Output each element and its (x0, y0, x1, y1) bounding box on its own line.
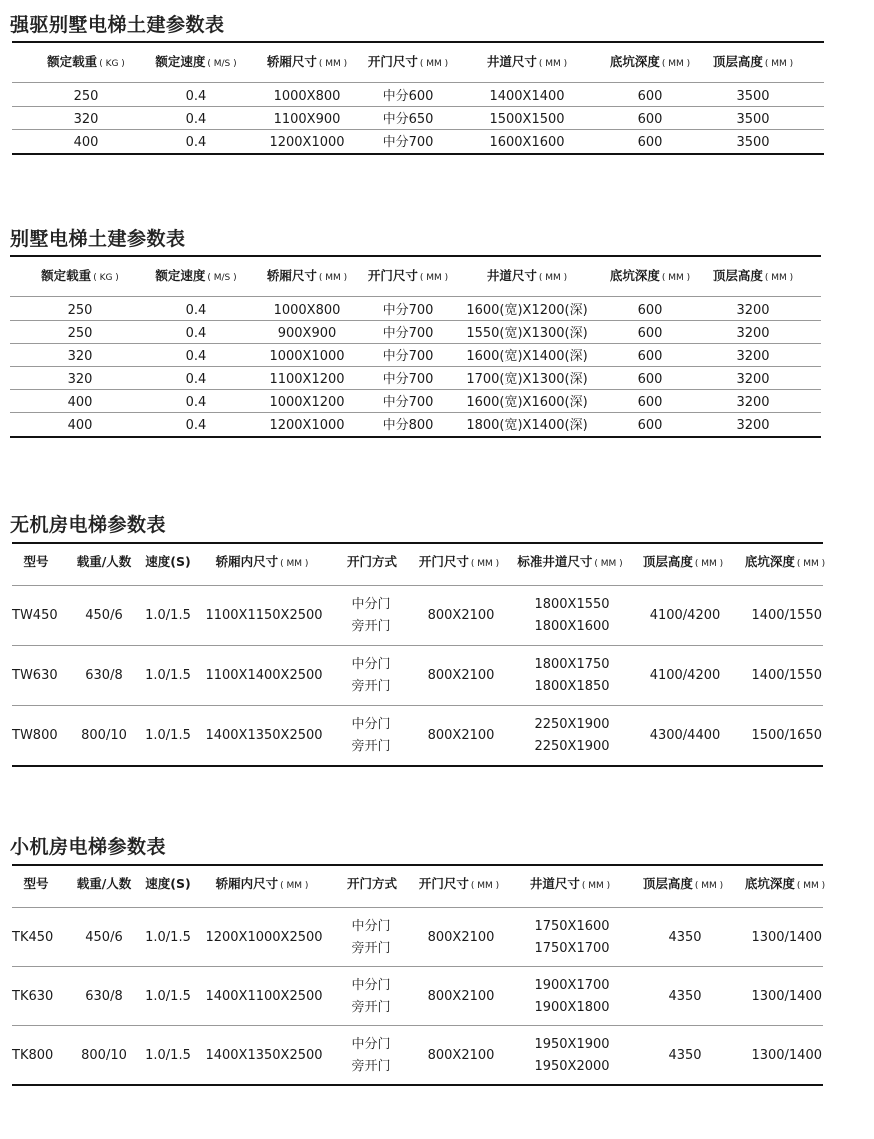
table-cell: 1550(宽)X1300(深) (466, 326, 588, 341)
column-header-label: 井道尺寸 (529, 876, 580, 891)
load-cell: 630/8 (85, 988, 123, 1004)
table-cell: 0.4 (185, 112, 207, 127)
door-type-cell: 旁开门 (351, 679, 391, 694)
door-type-cell: 旁开门 (351, 1058, 391, 1074)
column-header (267, 56, 347, 69)
table1-section (0, 10, 874, 150)
speed-cell: 1.0/1.5 (145, 728, 191, 743)
car-size-cell: 1100X1150X2500 (205, 608, 323, 623)
column-header-label: 轿厢内尺寸 (215, 876, 279, 891)
table-cell: 1100X900 (273, 112, 341, 127)
column-header-label: 底坑深度 (609, 54, 660, 69)
model-cell: TW630 (12, 668, 58, 683)
column-header-label: 标准井道尺寸 (517, 554, 593, 569)
speed-cell: 1.0/1.5 (145, 929, 191, 945)
table-cell: 320 (67, 349, 93, 364)
table-title: 无机房电梯参数表 (10, 514, 167, 536)
row-divider (12, 705, 823, 706)
car-size-cell: 1100X1400X2500 (205, 668, 323, 683)
table-cell: 600 (637, 89, 663, 104)
row-divider (10, 412, 821, 413)
table-bottom-rule (12, 765, 823, 767)
table-title: 小机房电梯参数表 (10, 836, 167, 858)
model-cell: TK630 (12, 988, 54, 1004)
column-header-label: 顶层高度 (712, 268, 763, 283)
table-top-rule (12, 542, 823, 544)
shaft-size-cell: 1750X1600 (534, 918, 610, 934)
column-header (77, 556, 132, 569)
table-top-rule (12, 41, 824, 43)
load-cell: 800/10 (81, 1047, 127, 1063)
table-title: 别墅电梯土建参数表 (10, 228, 186, 250)
column-header-label: 载重/人数 (76, 876, 132, 891)
car-size-cell: 1400X1350X2500 (205, 1047, 323, 1063)
shaft-size-cell: 1950X1900 (534, 1036, 610, 1052)
column-header-label: 额定载重 (41, 268, 92, 283)
column-header-unit: ( M/S ) (207, 59, 237, 69)
row-divider (10, 366, 821, 367)
column-header-label: 顶层高度 (712, 54, 763, 69)
header-divider (12, 907, 823, 908)
column-header-unit: ( MM ) (694, 559, 724, 569)
column-header-label: 额定载重 (47, 54, 98, 69)
column-header-label: 井道尺寸 (486, 54, 537, 69)
table-cell: 0.4 (185, 418, 207, 433)
door-type-cell: 中分门 (351, 717, 391, 732)
door-size-cell: 800X2100 (427, 608, 495, 623)
column-header-unit: ( MM ) (280, 559, 309, 569)
column-header (145, 556, 190, 569)
row-divider (10, 343, 821, 344)
model-cell: TK450 (12, 929, 54, 945)
table-cell: 中分600 (382, 89, 434, 104)
column-header-unit: ( MM ) (661, 59, 691, 69)
header-divider (12, 82, 824, 83)
table-cell: 600 (637, 372, 663, 387)
shaft-size-cell: 2250X1900 (534, 739, 610, 754)
door-type-cell: 旁开门 (351, 940, 391, 956)
door-type-cell: 旁开门 (351, 739, 391, 754)
table-cell: 600 (637, 395, 663, 410)
table-cell: 400 (67, 395, 93, 410)
table-cell: 中分700 (382, 135, 434, 150)
table-cell: 中分800 (382, 418, 434, 433)
table-cell: 1000X1200 (269, 395, 345, 410)
table-cell: 0.4 (185, 303, 207, 318)
pit-depth-cell: 1500/1650 (751, 728, 822, 743)
column-header (643, 556, 723, 569)
column-header-unit: ( MM ) (538, 59, 568, 69)
column-header-label: 型号 (23, 554, 49, 569)
column-header (23, 556, 48, 569)
column-header (368, 56, 448, 69)
column-header (267, 270, 347, 283)
shaft-size-cell: 1800X1550 (534, 597, 610, 612)
table-cell: 0.4 (185, 349, 207, 364)
column-header (145, 878, 190, 891)
column-header-unit: ( MM ) (318, 273, 348, 283)
table-bottom-rule (10, 436, 821, 438)
column-header-label: 开门尺寸 (367, 268, 418, 283)
door-size-cell: 800X2100 (427, 668, 495, 683)
column-header (487, 270, 567, 283)
top-height-cell: 4100/4200 (649, 608, 721, 623)
table2-section (0, 224, 874, 433)
door-size-cell: 800X2100 (427, 1047, 495, 1063)
table-title: 强驱别墅电梯土建参数表 (10, 14, 225, 36)
table-cell: 中分700 (382, 349, 434, 364)
row-divider (12, 106, 824, 107)
table-cell: 320 (67, 372, 93, 387)
column-header (77, 878, 132, 891)
pit-depth-cell: 1400/1550 (751, 608, 822, 623)
table-cell: 1500X1500 (489, 112, 565, 127)
pit-depth-cell: 1300/1400 (751, 988, 822, 1004)
door-type-cell: 中分门 (351, 918, 391, 934)
door-size-cell: 800X2100 (427, 929, 495, 945)
table-cell: 600 (637, 326, 663, 341)
shaft-size-cell: 1750X1700 (534, 940, 610, 956)
column-header-label: 轿厢尺寸 (266, 268, 317, 283)
table-cell: 3500 (736, 89, 770, 104)
door-size-cell: 800X2100 (427, 728, 495, 743)
pit-depth-cell: 1400/1550 (751, 668, 822, 683)
column-header-unit: ( MM ) (694, 881, 724, 891)
shaft-size-cell: 1800X1600 (534, 619, 610, 634)
column-header-unit: ( MM ) (318, 59, 348, 69)
table-cell: 1200X1000 (269, 135, 345, 150)
table-cell: 250 (67, 303, 93, 318)
column-header (47, 56, 125, 69)
header-divider (10, 296, 821, 297)
table-cell: 3200 (736, 395, 770, 410)
table-cell: 1600(宽)X1600(深) (466, 395, 588, 410)
row-divider (12, 1025, 823, 1026)
column-header (610, 270, 690, 283)
column-header (419, 556, 499, 569)
column-header (610, 56, 690, 69)
column-header-label: 开门尺寸 (418, 554, 469, 569)
column-header-unit: ( KG ) (93, 273, 119, 283)
table-bottom-rule (12, 153, 824, 155)
table-cell: 400 (67, 418, 93, 433)
table-cell: 1600X1600 (489, 135, 565, 150)
column-header (517, 556, 622, 569)
table-cell: 中分700 (382, 303, 434, 318)
model-cell: TW800 (12, 728, 58, 743)
table-cell: 1800(宽)X1400(深) (466, 418, 588, 433)
column-header (155, 56, 236, 69)
table-cell: 600 (637, 112, 663, 127)
column-header-label: 轿厢尺寸 (266, 54, 317, 69)
table-cell: 中分700 (382, 395, 434, 410)
table-cell: 900X900 (277, 326, 337, 341)
table-cell: 3500 (736, 112, 770, 127)
table-cell: 中分650 (382, 112, 434, 127)
table-bottom-rule (12, 1084, 823, 1086)
column-header-unit: ( MM ) (764, 273, 794, 283)
table-cell: 1600(宽)X1400(深) (466, 349, 588, 364)
column-header-unit: ( MM ) (661, 273, 691, 283)
column-header (745, 556, 825, 569)
table-cell: 1200X1000 (269, 418, 345, 433)
speed-cell: 1.0/1.5 (145, 608, 191, 623)
column-header-label: 开门尺寸 (418, 876, 469, 891)
header-divider (12, 585, 823, 586)
table-cell: 3200 (736, 326, 770, 341)
column-header-label: 速度(S) (145, 554, 191, 569)
car-size-cell: 1200X1000X2500 (205, 929, 323, 945)
car-size-cell: 1400X1350X2500 (205, 728, 323, 743)
row-divider (10, 320, 821, 321)
top-height-cell: 4100/4200 (649, 668, 721, 683)
door-size-cell: 800X2100 (427, 988, 495, 1004)
speed-cell: 1.0/1.5 (145, 1047, 191, 1063)
row-divider (12, 645, 823, 646)
table-cell: 1000X800 (273, 89, 341, 104)
column-header (155, 270, 236, 283)
load-cell: 800/10 (81, 728, 127, 743)
column-header (23, 878, 48, 891)
column-header-unit: ( MM ) (796, 881, 826, 891)
table-cell: 1000X1000 (269, 349, 345, 364)
shaft-size-cell: 1900X1800 (534, 999, 610, 1015)
model-cell: TW450 (12, 608, 58, 623)
shaft-size-cell: 2250X1900 (534, 717, 610, 732)
column-header-unit: ( MM ) (470, 881, 500, 891)
table-cell: 3200 (736, 372, 770, 387)
column-header (643, 878, 723, 891)
table-cell: 3200 (736, 303, 770, 318)
table-cell: 250 (73, 89, 99, 104)
column-header (745, 878, 825, 891)
column-header (347, 878, 397, 891)
column-header-unit: ( MM ) (538, 273, 568, 283)
top-height-cell: 4350 (668, 929, 702, 945)
column-header-label: 额定速度 (155, 54, 206, 69)
load-cell: 450/6 (85, 929, 123, 945)
table-cell: 0.4 (185, 326, 207, 341)
column-header-unit: ( MM ) (764, 59, 794, 69)
table-cell: 3200 (736, 418, 770, 433)
column-header-label: 速度(S) (145, 876, 191, 891)
column-header-label: 载重/人数 (76, 554, 132, 569)
shaft-size-cell: 1950X2000 (534, 1058, 610, 1074)
column-header (487, 56, 567, 69)
column-header-unit: ( MM ) (470, 559, 500, 569)
column-header (216, 878, 309, 891)
shaft-size-cell: 1900X1700 (534, 977, 610, 993)
top-height-cell: 4300/4400 (649, 728, 721, 743)
column-header-unit: ( MM ) (280, 881, 309, 891)
column-header (713, 270, 793, 283)
table-cell: 1100X1200 (269, 372, 345, 387)
row-divider (12, 129, 824, 130)
table-cell: 600 (637, 303, 663, 318)
column-header (347, 556, 397, 569)
column-header-label: 底坑深度 (744, 876, 795, 891)
column-header (41, 270, 119, 283)
table-cell: 250 (67, 326, 93, 341)
column-header-unit: ( MM ) (419, 59, 449, 69)
shaft-size-cell: 1800X1850 (534, 679, 610, 694)
load-cell: 450/6 (85, 608, 123, 623)
column-header-label: 底坑深度 (609, 268, 660, 283)
pit-depth-cell: 1300/1400 (751, 1047, 822, 1063)
column-header-unit: ( MM ) (581, 881, 611, 891)
door-type-cell: 中分门 (351, 977, 391, 993)
column-header-label: 底坑深度 (744, 554, 795, 569)
table-cell: 1000X800 (273, 303, 341, 318)
column-header-unit: ( KG ) (99, 59, 125, 69)
top-height-cell: 4350 (668, 988, 702, 1004)
table-cell: 0.4 (185, 372, 207, 387)
table-cell: 中分700 (382, 326, 434, 341)
column-header (216, 556, 309, 569)
table-cell: 400 (73, 135, 99, 150)
speed-cell: 1.0/1.5 (145, 668, 191, 683)
column-header (419, 878, 499, 891)
table4-section (0, 832, 874, 1074)
table-cell: 0.4 (185, 89, 207, 104)
column-header-unit: ( MM ) (419, 273, 449, 283)
column-header-unit: ( MM ) (594, 559, 623, 569)
column-header-label: 井道尺寸 (486, 268, 537, 283)
row-divider (12, 966, 823, 967)
top-height-cell: 4350 (668, 1047, 702, 1063)
column-header-unit: ( M/S ) (207, 273, 237, 283)
load-cell: 630/8 (85, 668, 123, 683)
table-cell: 320 (73, 112, 99, 127)
column-header-label: 轿厢内尺寸 (215, 554, 279, 569)
table-cell: 3200 (736, 349, 770, 364)
pit-depth-cell: 1300/1400 (751, 929, 822, 945)
table-top-rule (10, 255, 821, 257)
column-header-label: 开门尺寸 (367, 54, 418, 69)
column-header-label: 型号 (23, 876, 49, 891)
model-cell: TK800 (12, 1047, 54, 1063)
table-cell: 1700(宽)X1300(深) (466, 372, 588, 387)
car-size-cell: 1400X1100X2500 (205, 988, 323, 1004)
column-header-unit: ( MM ) (796, 559, 826, 569)
column-header (368, 270, 448, 283)
table-cell: 1400X1400 (489, 89, 565, 104)
table3-section (0, 510, 874, 754)
shaft-size-cell: 1800X1750 (534, 657, 610, 672)
table-cell: 0.4 (185, 135, 207, 150)
table-top-rule (12, 864, 823, 866)
table-cell: 3500 (736, 135, 770, 150)
door-type-cell: 中分门 (351, 597, 391, 612)
column-header-label: 开门方式 (346, 554, 398, 569)
speed-cell: 1.0/1.5 (145, 988, 191, 1004)
door-type-cell: 旁开门 (351, 619, 391, 634)
column-header (530, 878, 610, 891)
door-type-cell: 中分门 (351, 657, 391, 672)
column-header-label: 顶层高度 (642, 876, 693, 891)
table-cell: 600 (637, 135, 663, 150)
door-type-cell: 旁开门 (351, 999, 391, 1015)
column-header-label: 开门方式 (346, 876, 398, 891)
row-divider (10, 389, 821, 390)
table-cell: 0.4 (185, 395, 207, 410)
door-type-cell: 中分门 (351, 1036, 391, 1052)
table-cell: 600 (637, 418, 663, 433)
column-header-label: 顶层高度 (642, 554, 693, 569)
column-header (713, 56, 793, 69)
table-cell: 中分700 (382, 372, 434, 387)
table-cell: 1600(宽)X1200(深) (466, 303, 588, 318)
column-header-label: 额定速度 (155, 268, 206, 283)
table-cell: 600 (637, 349, 663, 364)
